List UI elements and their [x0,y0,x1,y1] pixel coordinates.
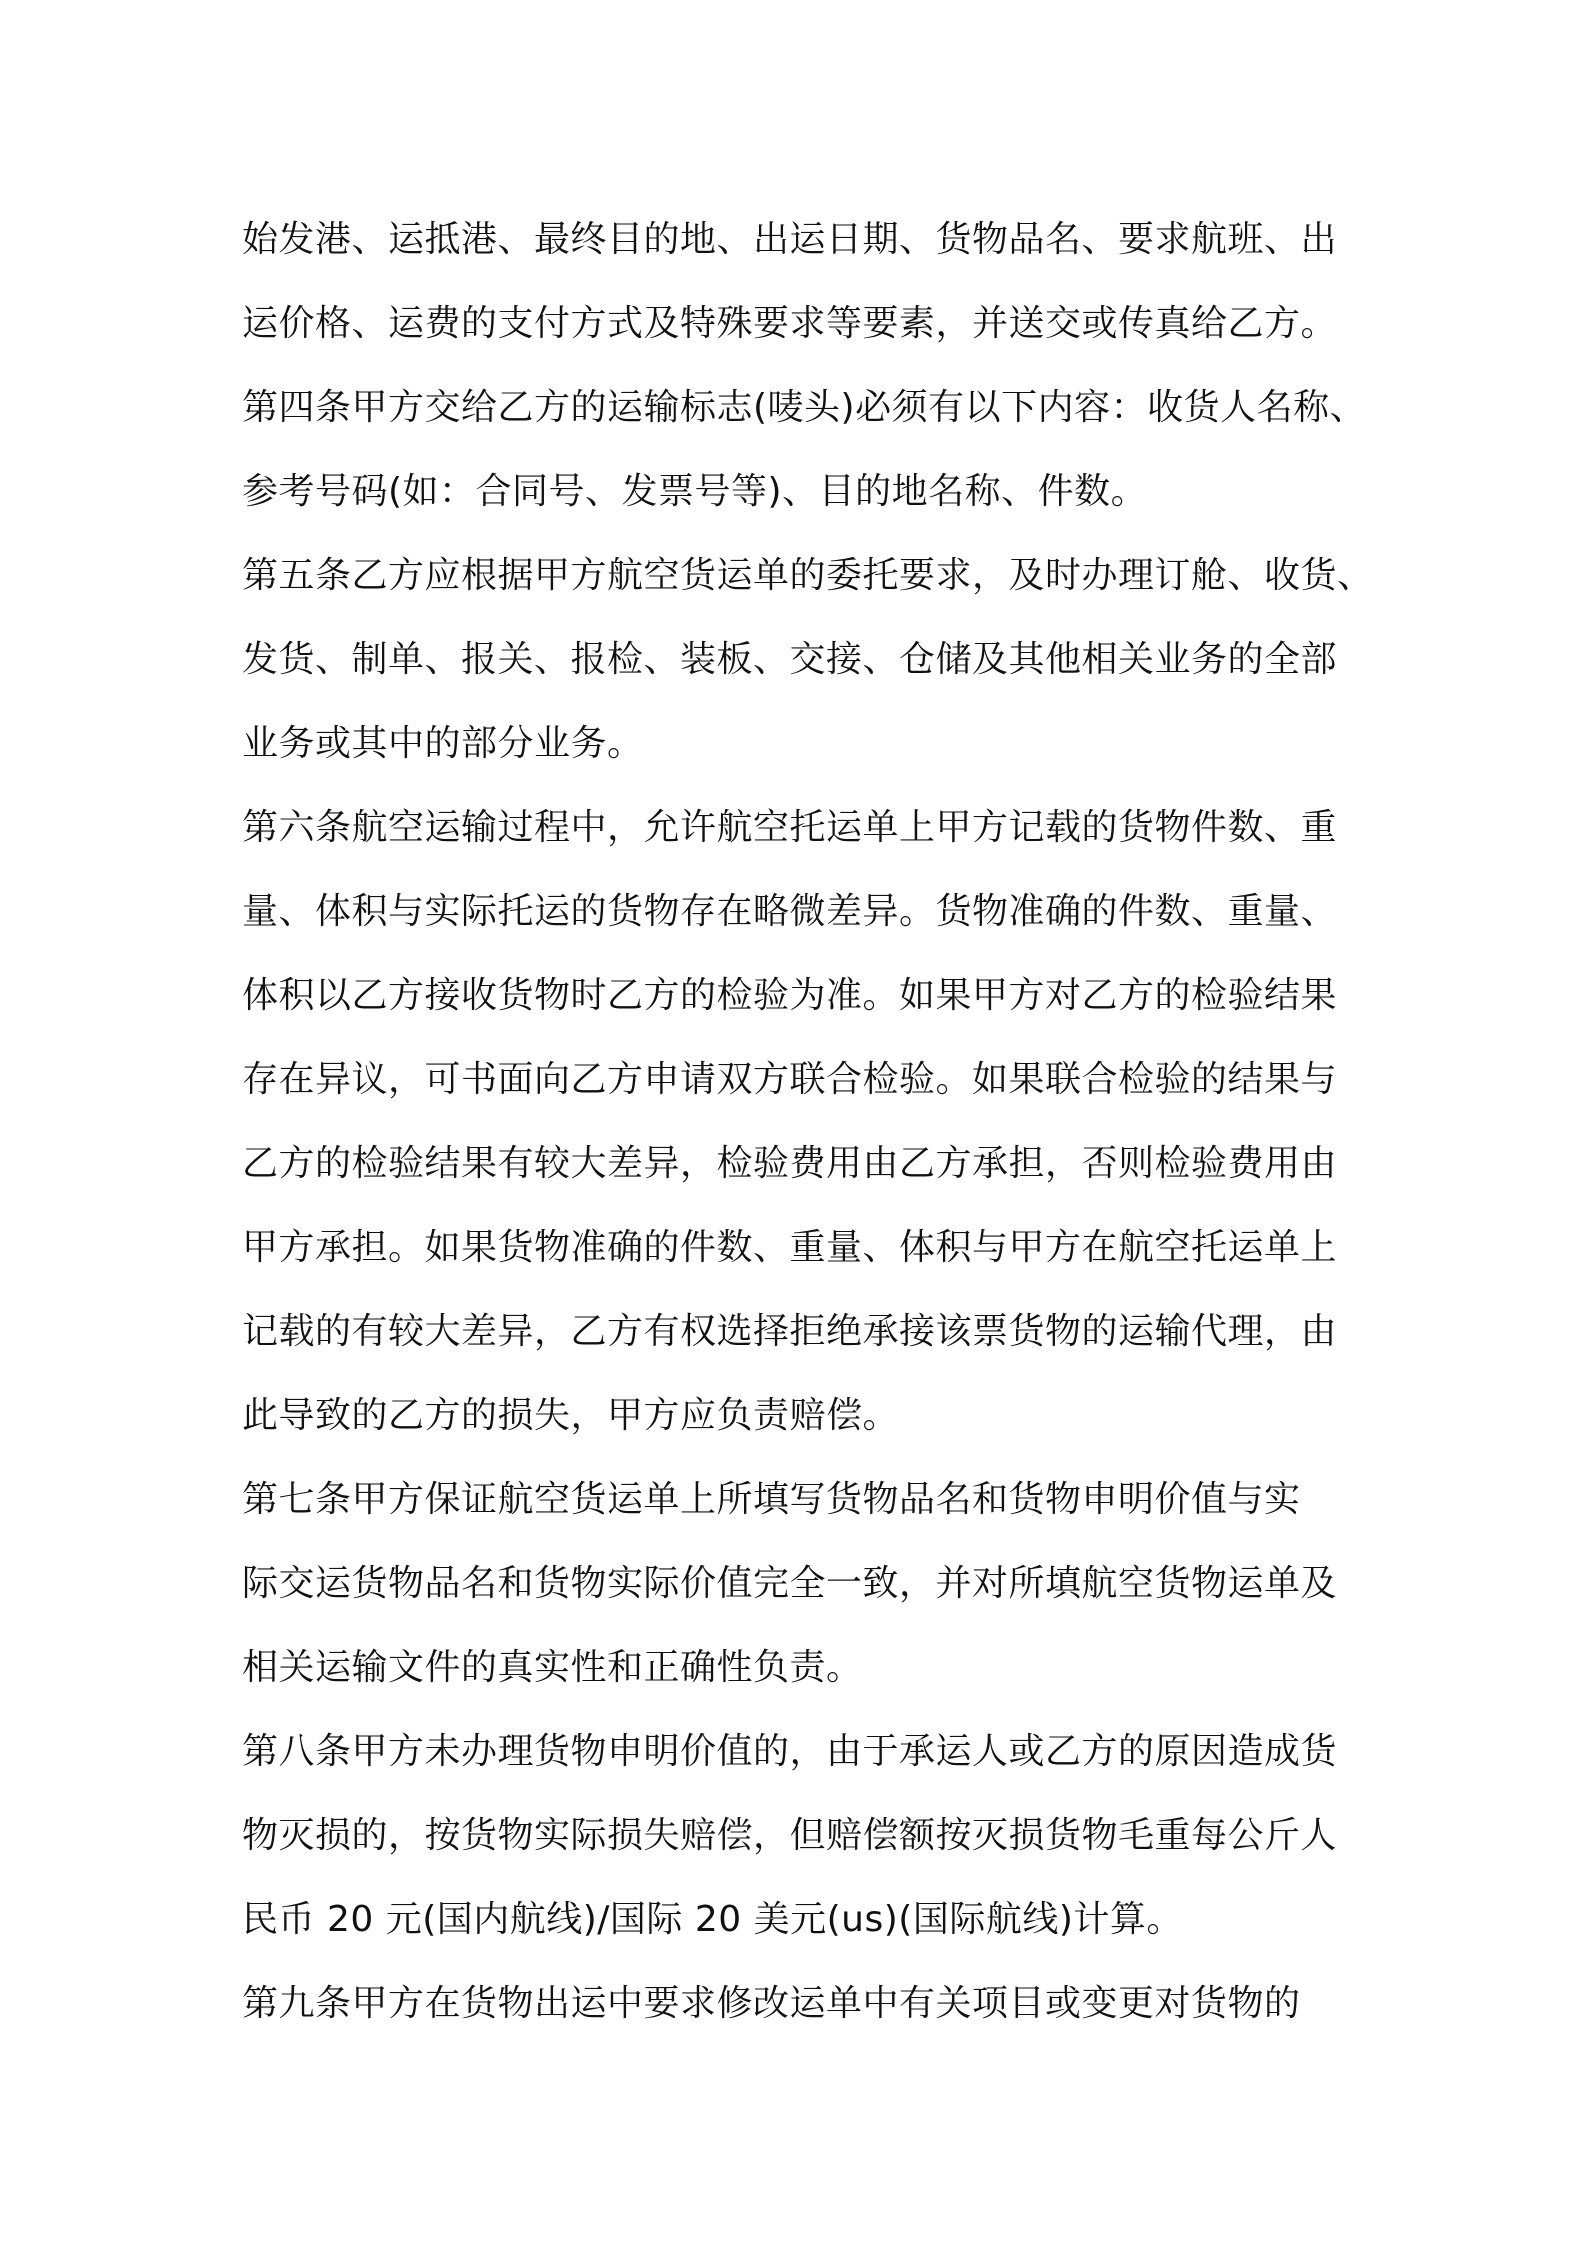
text-line: 第七条甲方保证航空货运单上所填写货物品名和货物申明价值与实 [242,1479,1301,1520]
text-line: 甲方承担。如果货物准确的件数、重量、体积与甲方在航空托运单上 [242,1227,1338,1268]
text-line: 体积以乙方接收货物时乙方的检验为准。如果甲方对乙方的检验结果 [242,975,1338,1016]
text-line: 业务或其中的部分业务。 [242,723,644,764]
text-line: 第六条航空运输过程中，允许航空托运单上甲方记载的货物件数、重 [242,807,1338,848]
text-line: 运价格、运费的支付方式及特殊要求等要素，并送交或传真给乙方。 [242,303,1338,344]
text-line: 第四条甲方交给乙方的运输标志(唛头)必须有以下内容：收货人名称、 [242,387,1367,428]
text-line: 际交运货物品名和货物实际价值完全一致，并对所填航空货物运单及 [242,1563,1338,1604]
text-line: 记载的有较大差异，乙方有权选择拒绝承接该票货物的运输代理，由 [242,1311,1338,1352]
text-line: 第九条甲方在货物出运中要求修改运单中有关项目或变更对货物的 [242,1983,1301,2024]
text-line: 此导致的乙方的损失，甲方应负责赔偿。 [242,1395,900,1436]
text-line: 乙方的检验结果有较大差异，检验费用由乙方承担，否则检验费用由 [242,1143,1338,1184]
text-line: 第五条乙方应根据甲方航空货运单的委托要求，及时办理订舱、收货、 [242,555,1374,596]
text-line: 存在异议，可书面向乙方申请双方联合检验。如果联合检验的结果与 [242,1059,1338,1100]
text-line: 发货、制单、报关、报检、装板、交接、仓储及其他相关业务的全部 [242,639,1338,680]
text-line: 相关运输文件的真实性和正确性负责。 [242,1647,863,1688]
text-line: 参考号码(如：合同号、发票号等)、目的地名称、件数。 [242,471,1148,512]
document-body [242,198,1372,2046]
text-line: 第八条甲方未办理货物申明价值的，由于承运人或乙方的原因造成货 [242,1731,1338,1772]
text-line: 民币 20 元(国内航线)/国际 20 美元(us)(国际航线)计算。 [242,1899,1183,1940]
text-line: 物灭损的，按货物实际损失赔偿，但赔偿额按灭损货物毛重每公斤人 [242,1815,1338,1856]
text-line: 量、体积与实际托运的货物存在略微差异。货物准确的件数、重量、 [242,891,1338,932]
text-line: 始发港、运抵港、最终目的地、出运日期、货物品名、要求航班、出 [242,219,1338,260]
